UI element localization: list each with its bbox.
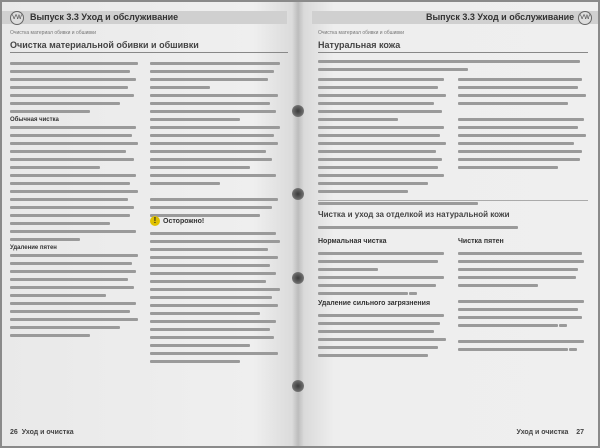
right-header: Выпуск 3.3 Уход и обслуживание [426, 12, 575, 22]
binder-hole [292, 380, 304, 392]
right-column-1 [318, 76, 448, 196]
normal-cleaning-text [318, 250, 448, 298]
warning-heading [150, 216, 204, 226]
right-footer [517, 429, 584, 436]
section-title: Чистка и уход за отделкой из натуральной кожи [318, 210, 510, 219]
subheading-stains: Чистка пятен [458, 238, 504, 245]
right-title-rule [318, 52, 588, 53]
left-footer [10, 429, 74, 436]
right-intro [318, 58, 588, 74]
subheading-spots: Удаление пятен [10, 245, 57, 251]
smiley-icon [559, 324, 567, 327]
smiley-icon [569, 348, 577, 351]
right-footer-text: Уход и очистка [516, 429, 569, 436]
section-intro [318, 224, 588, 232]
section-crumb [318, 200, 518, 208]
left-footer-text: Уход и очистка [21, 429, 74, 436]
vw-logo-icon: VW [578, 11, 592, 25]
stains-text [458, 250, 588, 354]
left-breadcrumb: Очистка материал обивки и обшивки [10, 30, 97, 36]
warning-label: Осторожно! [163, 218, 205, 225]
right-title: Натуральная кожа [318, 40, 401, 50]
right-column-2 [458, 76, 588, 172]
binder-hole [292, 188, 304, 200]
right-page [298, 2, 598, 446]
binder-hole [292, 272, 304, 284]
warning-icon: ! [150, 216, 160, 226]
left-column-2 [150, 60, 286, 220]
left-page [2, 2, 298, 446]
title-rule [10, 52, 288, 53]
left-header: Выпуск 3.3 Уход и обслуживание [30, 12, 179, 22]
subheading-heavy-dirt: Удаление сильного загрязнения [318, 300, 431, 307]
left-page-number: 26 [10, 429, 18, 436]
left-column-1 [10, 60, 142, 340]
warning-text [150, 230, 286, 366]
right-breadcrumb: Очистка материал обивки и обшивки [318, 30, 405, 36]
smiley-icon [409, 292, 417, 295]
book-spread [2, 2, 598, 446]
subheading-simple-cleaning: Обычная чистка [10, 117, 59, 123]
subheading-normal-cleaning: Нормальная чистка [318, 238, 387, 245]
heavy-dirt-text [318, 312, 448, 360]
binder-hole [292, 105, 304, 117]
left-title: Очистка материальной обивки и обшивки [10, 40, 199, 50]
right-page-number: 27 [576, 429, 584, 436]
vw-logo-icon: VW [10, 11, 24, 25]
